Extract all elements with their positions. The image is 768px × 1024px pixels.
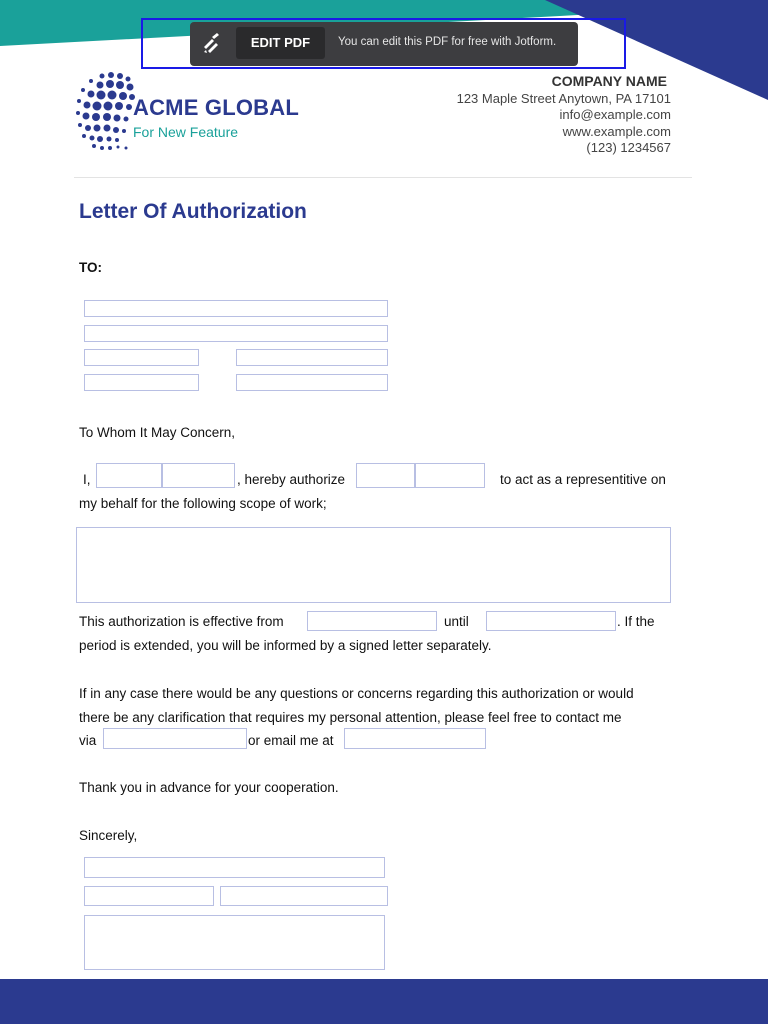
company-phone: (123) 1234567: [586, 140, 671, 155]
end-date-field[interactable]: [486, 611, 616, 631]
to-label: TO:: [79, 260, 102, 275]
company-website: www.example.com: [562, 124, 671, 139]
dotted-globe-icon: [74, 70, 138, 152]
signer-full-name-field[interactable]: [84, 857, 385, 878]
extended-line: period is extended, you will be informed by a signed letter separately.: [79, 638, 492, 653]
recipient-name-field[interactable]: [84, 300, 388, 317]
brand-name: ACME GLOBAL: [133, 95, 299, 120]
scope-line: my behalf for the following scope of work;: [79, 496, 327, 511]
recipient-country-field[interactable]: [236, 374, 388, 391]
sincerely-text: Sincerely,: [79, 828, 138, 843]
if-the-text: . If the: [617, 614, 655, 629]
page-title: Letter Of Authorization: [79, 200, 307, 223]
company-name: COMPANY NAME: [551, 73, 667, 89]
company-address: 123 Maple Street Anytown, PA 17101: [456, 91, 671, 106]
recipient-address-field[interactable]: [84, 325, 388, 342]
recipient-state-field[interactable]: [236, 349, 388, 366]
footer-bar: [0, 979, 768, 1024]
i-prefix: I,: [83, 472, 91, 487]
act-as-text: to act as a representitive on: [500, 472, 666, 487]
start-date-field[interactable]: [307, 611, 437, 631]
company-email: info@example.com: [559, 107, 671, 122]
contact-phone-field[interactable]: [103, 728, 247, 749]
recipient-city-field[interactable]: [84, 349, 199, 366]
banner-focus-outline: [141, 18, 626, 69]
contact-email-field[interactable]: [344, 728, 486, 749]
until-text: until: [444, 614, 469, 629]
questions-line-1: If in any case there would be any questions or concerns regarding this authorization or would: [79, 686, 634, 701]
questions-line-2: there be any clarification that requires my personal attention, please feel free to contact me: [79, 710, 622, 725]
salutation: To Whom It May Concern,: [79, 425, 236, 440]
or-email-text: or email me at: [248, 733, 334, 748]
header-divider: [74, 177, 692, 178]
scope-of-work-textarea[interactable]: [76, 527, 671, 603]
thanks-text: Thank you in advance for your cooperation.: [79, 780, 339, 795]
signer-title-field[interactable]: [84, 886, 214, 906]
signer-date-field[interactable]: [220, 886, 388, 906]
recipient-zip-field[interactable]: [84, 374, 199, 391]
first-name-field[interactable]: [96, 463, 162, 488]
banner-message: You can edit this PDF for free with Jotform.: [338, 36, 557, 48]
hereby-authorize-text: , hereby authorize: [237, 472, 346, 487]
effective-from-text: This authorization is effective from: [79, 614, 284, 629]
brand-tagline: For New Feature: [133, 124, 239, 140]
representative-last-name-field[interactable]: [415, 463, 485, 488]
representative-first-name-field[interactable]: [356, 463, 415, 488]
signature-box[interactable]: [84, 915, 385, 970]
edit-pdf-button[interactable]: EDIT PDF: [236, 27, 325, 59]
via-text: via: [79, 733, 97, 748]
last-name-field[interactable]: [162, 463, 235, 488]
